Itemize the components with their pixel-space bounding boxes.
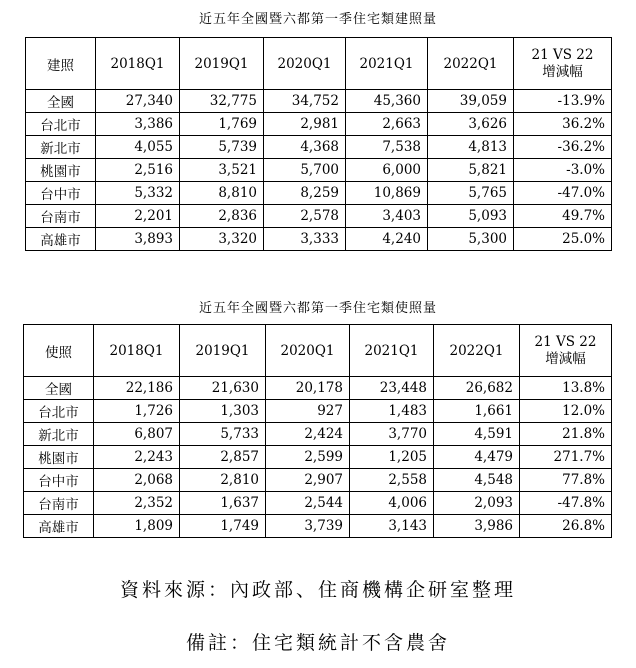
value-cell: 45,360 bbox=[346, 90, 428, 113]
change-cell: -47.8% bbox=[520, 492, 612, 515]
value-cell: 4,006 bbox=[350, 492, 434, 515]
value-cell: 3,521 bbox=[180, 159, 264, 182]
table-row bbox=[24, 423, 612, 446]
change-cell: 77.8% bbox=[520, 469, 612, 492]
change-cell: 13.8% bbox=[520, 377, 612, 400]
change-cell: 26.8% bbox=[520, 515, 612, 538]
value-cell: 27,340 bbox=[96, 90, 180, 113]
value-cell: 4,479 bbox=[434, 446, 520, 469]
value-cell: 5,093 bbox=[428, 205, 514, 228]
value-cell: 1,205 bbox=[350, 446, 434, 469]
value-cell: 2,243 bbox=[94, 446, 180, 469]
value-cell: 2,578 bbox=[264, 205, 346, 228]
value-cell: 2,424 bbox=[266, 423, 350, 446]
table-header-row bbox=[24, 325, 612, 377]
value-cell: 3,893 bbox=[96, 228, 180, 251]
region-cell: 台南市 bbox=[26, 205, 96, 228]
occupancy-table-title: 近五年全國暨六都第一季住宅類使照量 bbox=[198, 301, 437, 316]
change-cell: 12.0% bbox=[520, 400, 612, 423]
value-cell: 22,186 bbox=[94, 377, 180, 400]
value-cell: 2,663 bbox=[346, 113, 428, 136]
value-cell: 5,300 bbox=[428, 228, 514, 251]
value-cell: 4,368 bbox=[264, 136, 346, 159]
value-cell: 2,836 bbox=[180, 205, 264, 228]
value-cell: 3,403 bbox=[346, 205, 428, 228]
value-cell: 7,538 bbox=[346, 136, 428, 159]
table-header-row bbox=[26, 38, 612, 90]
value-cell: 2,201 bbox=[96, 205, 180, 228]
table-row bbox=[26, 136, 612, 159]
value-cell: 2,599 bbox=[266, 446, 350, 469]
change-header-line1: 21 VS 22 bbox=[531, 46, 594, 63]
region-cell: 桃園市 bbox=[26, 159, 96, 182]
change-cell: 25.0% bbox=[514, 228, 612, 251]
occupancy-permits-table bbox=[23, 324, 612, 538]
value-cell: 1,303 bbox=[180, 400, 266, 423]
value-cell: 4,548 bbox=[434, 469, 520, 492]
value-cell: 1,726 bbox=[94, 400, 180, 423]
value-cell: 3,626 bbox=[428, 113, 514, 136]
table-row bbox=[24, 377, 612, 400]
region-cell: 台中市 bbox=[26, 182, 96, 205]
value-cell: 5,332 bbox=[96, 182, 180, 205]
region-cell: 台北市 bbox=[24, 400, 94, 423]
value-cell: 3,333 bbox=[264, 228, 346, 251]
source-note: 資料來源：內政部、住商機構企研室整理 bbox=[119, 579, 516, 601]
value-cell: 4,055 bbox=[96, 136, 180, 159]
value-cell: 2,516 bbox=[96, 159, 180, 182]
column-header-year: 2021Q1 bbox=[346, 38, 428, 90]
change-cell: -36.2% bbox=[514, 136, 612, 159]
value-cell: 2,857 bbox=[180, 446, 266, 469]
column-header-year: 2021Q1 bbox=[350, 325, 434, 377]
value-cell: 2,907 bbox=[266, 469, 350, 492]
value-cell: 1,809 bbox=[94, 515, 180, 538]
value-cell: 6,000 bbox=[346, 159, 428, 182]
value-cell: 2,093 bbox=[434, 492, 520, 515]
table-row bbox=[24, 446, 612, 469]
value-cell: 1,637 bbox=[180, 492, 266, 515]
value-cell: 2,810 bbox=[180, 469, 266, 492]
permits-table-title: 近五年全國暨六都第一季住宅類建照量 bbox=[198, 12, 437, 27]
region-cell: 高雄市 bbox=[24, 515, 94, 538]
value-cell: 3,143 bbox=[350, 515, 434, 538]
region-cell: 台中市 bbox=[24, 469, 94, 492]
value-cell: 39,059 bbox=[428, 90, 514, 113]
region-cell: 全國 bbox=[26, 90, 96, 113]
value-cell: 34,752 bbox=[264, 90, 346, 113]
value-cell: 5,821 bbox=[428, 159, 514, 182]
value-cell: 4,591 bbox=[434, 423, 520, 446]
value-cell: 3,986 bbox=[434, 515, 520, 538]
value-cell: 5,765 bbox=[428, 182, 514, 205]
column-header-label: 使照 bbox=[24, 325, 94, 377]
value-cell: 927 bbox=[266, 400, 350, 423]
region-cell: 台南市 bbox=[24, 492, 94, 515]
value-cell: 4,813 bbox=[428, 136, 514, 159]
value-cell: 1,769 bbox=[180, 113, 264, 136]
value-cell: 8,259 bbox=[264, 182, 346, 205]
value-cell: 32,775 bbox=[180, 90, 264, 113]
value-cell: 2,068 bbox=[94, 469, 180, 492]
change-header-line1: 21 VS 22 bbox=[534, 333, 597, 350]
column-header-change bbox=[520, 325, 612, 377]
value-cell: 5,700 bbox=[264, 159, 346, 182]
change-cell: -3.0% bbox=[514, 159, 612, 182]
table-row bbox=[26, 228, 612, 251]
value-cell: 1,749 bbox=[180, 515, 266, 538]
value-cell: 5,733 bbox=[180, 423, 266, 446]
change-cell: 36.2% bbox=[514, 113, 612, 136]
column-header-change bbox=[514, 38, 612, 90]
value-cell: 3,320 bbox=[180, 228, 264, 251]
region-cell: 全國 bbox=[24, 377, 94, 400]
value-cell: 10,869 bbox=[346, 182, 428, 205]
value-cell: 6,807 bbox=[94, 423, 180, 446]
column-header-year: 2022Q1 bbox=[428, 38, 514, 90]
table-row bbox=[24, 492, 612, 515]
table-row bbox=[26, 159, 612, 182]
column-header-year: 2018Q1 bbox=[94, 325, 180, 377]
value-cell: 2,544 bbox=[266, 492, 350, 515]
column-header-year: 2020Q1 bbox=[266, 325, 350, 377]
building-permits-table bbox=[25, 37, 612, 251]
change-header-line2: 增減幅 bbox=[545, 350, 586, 367]
change-cell: -13.9% bbox=[514, 90, 612, 113]
value-cell: 1,483 bbox=[350, 400, 434, 423]
column-header-label: 建照 bbox=[26, 38, 96, 90]
value-cell: 1,661 bbox=[434, 400, 520, 423]
column-header-year: 2020Q1 bbox=[264, 38, 346, 90]
table-row bbox=[26, 113, 612, 136]
value-cell: 3,739 bbox=[266, 515, 350, 538]
change-cell: -47.0% bbox=[514, 182, 612, 205]
change-cell: 271.7% bbox=[520, 446, 612, 469]
column-header-year: 2019Q1 bbox=[180, 325, 266, 377]
value-cell: 2,558 bbox=[350, 469, 434, 492]
region-cell: 高雄市 bbox=[26, 228, 96, 251]
table-row bbox=[26, 205, 612, 228]
value-cell: 23,448 bbox=[350, 377, 434, 400]
column-header-year: 2019Q1 bbox=[180, 38, 264, 90]
change-cell: 21.8% bbox=[520, 423, 612, 446]
value-cell: 26,682 bbox=[434, 377, 520, 400]
table-row bbox=[26, 90, 612, 113]
change-cell: 49.7% bbox=[514, 205, 612, 228]
column-header-year: 2022Q1 bbox=[434, 325, 520, 377]
value-cell: 3,386 bbox=[96, 113, 180, 136]
region-cell: 新北市 bbox=[26, 136, 96, 159]
region-cell: 新北市 bbox=[24, 423, 94, 446]
table-row bbox=[24, 400, 612, 423]
change-header-line2: 增減幅 bbox=[542, 63, 583, 80]
table-row bbox=[24, 469, 612, 492]
value-cell: 20,178 bbox=[266, 377, 350, 400]
table-row bbox=[26, 182, 612, 205]
region-cell: 桃園市 bbox=[24, 446, 94, 469]
remark-note: 備註：住宅類統計不含農舍 bbox=[185, 632, 450, 654]
value-cell: 3,770 bbox=[350, 423, 434, 446]
value-cell: 8,810 bbox=[180, 182, 264, 205]
column-header-year: 2018Q1 bbox=[96, 38, 180, 90]
table-row bbox=[24, 515, 612, 538]
value-cell: 4,240 bbox=[346, 228, 428, 251]
value-cell: 5,739 bbox=[180, 136, 264, 159]
value-cell: 2,981 bbox=[264, 113, 346, 136]
region-cell: 台北市 bbox=[26, 113, 96, 136]
value-cell: 2,352 bbox=[94, 492, 180, 515]
value-cell: 21,630 bbox=[180, 377, 266, 400]
